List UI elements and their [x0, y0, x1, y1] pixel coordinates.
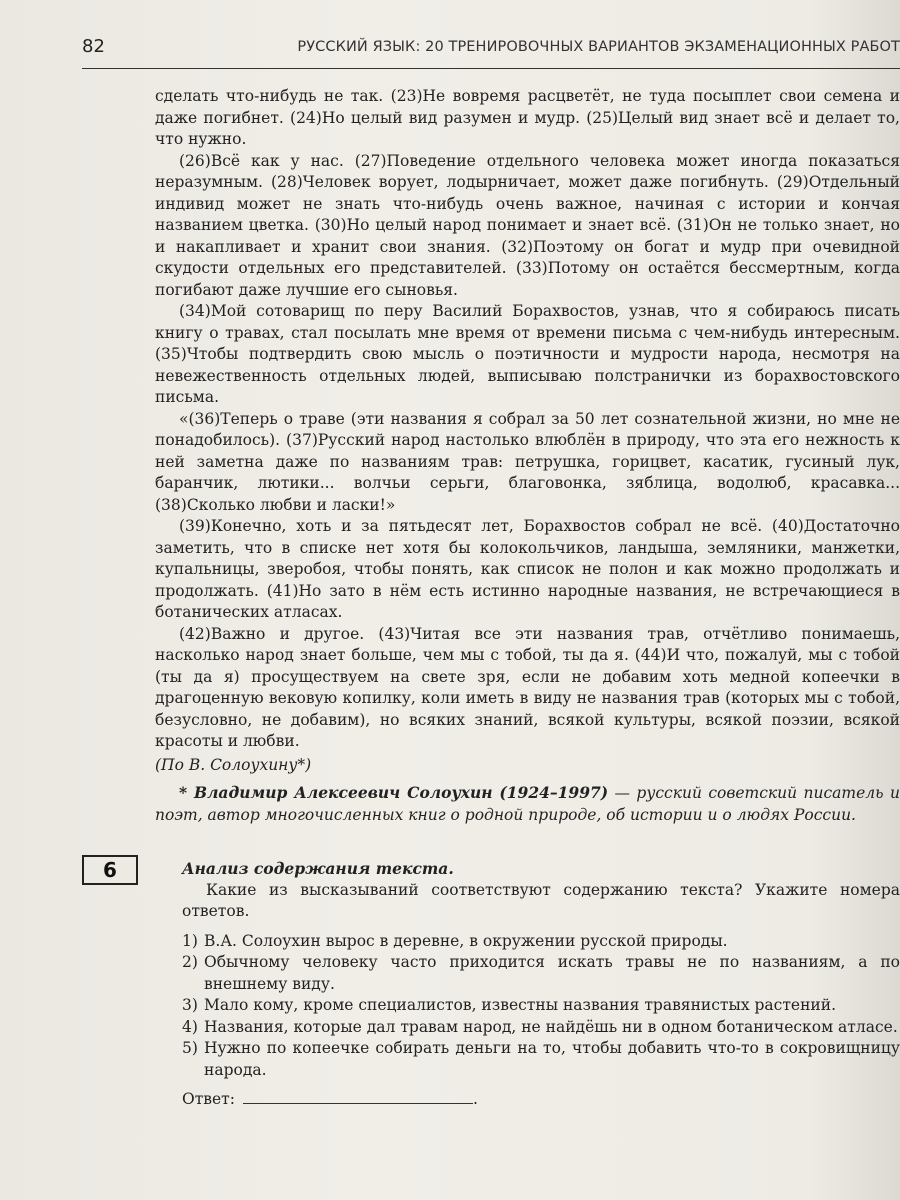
text-attribution: (По В. Солоухину*) [155, 755, 312, 774]
option-text: Нужно по копеечке собирать деньги на то, чтобы добавить что-то в сокровищницу народа. [204, 1039, 900, 1079]
answer-option [182, 1038, 900, 1081]
option-number: 5) [182, 1039, 198, 1057]
option-text: Названия, которые дал травам народ, не найдёшь ни в одном ботаническом атласе. [204, 1017, 898, 1036]
reading-text [155, 86, 900, 826]
text-paragraph: (39)Конечно, хоть и за пятьдесят лет, Борахвостов собрал не всё. (40)Достаточно заметить, что в списке нет хотя бы колокольчиков, ландыша, земляники, манжетки, купальницы, зверобоя, чтобы понять, как список не полон и как можно продолжать и продолжать. (41)Но зато в нём есть истинно народные названия, не встречающиеся в ботанических атласах. [155, 517, 900, 621]
answer-row [182, 1089, 900, 1111]
text-paragraph: «(36)Теперь о траве (эти названия я собрал за 50 лет сознательной жизни, но мне не понадобилось). (37)Русский народ настолько влюблён в природу, что эта его нежность к ней заметна даже по названиям трав: петрушка, горицвет, касатик, гусиный лук, баранчик, лютики... волчьи серьги, благовонка, зяблица, водолюб, красавка... (38)Сколько любви и ласки!» [155, 409, 900, 514]
answer-end: . [472, 1090, 478, 1108]
running-title: РУССКИЙ ЯЗЫК: 20 ТРЕНИРОВОЧНЫХ ВАРИАНТОВ ЭКЗАМЕНАЦИОННЫХ РАБОТ [297, 39, 900, 55]
answer-option [182, 931, 900, 953]
answer-option [182, 952, 900, 995]
option-number: 1) [182, 931, 198, 950]
task-question: Какие из высказываний соответствуют содержанию текста? Укажите номера ответов. [182, 880, 900, 920]
answer-options [182, 931, 900, 1082]
text-paragraph: (42)Важно и другое. (43)Читая все эти названия трав, отчётливо понимаешь, насколько народ знает больше, чем мы с тобой, ты да я. (44)И что, пожалуй, мы с тобой (ты да я) просуществуем на свете зря, если не добавим хоть медной копеечки в драгоценную вековую копилку, коли иметь в виду не названия трав (которых мы с тобой, безусловно, не добавим), но всяких знаний, всякой культуры, всякой поэзии, всякой красоты и любви. [155, 624, 900, 750]
footnote [155, 782, 900, 826]
text-paragraph: сделать что-нибудь не так. (23)Не вовремя расцветёт, не туда посыплет свои семена и даже погибнет. (24)Но целый вид разумен и мудр. (25)Целый вид знает всё и делает то, что нужно. [155, 87, 900, 148]
task-number-box: 6 [82, 855, 138, 885]
answer-label: Ответ: [182, 1090, 235, 1108]
option-number: 2) [182, 953, 198, 971]
option-text: В.А. Солоухин вырос в деревне, в окружении русской природы. [204, 931, 728, 950]
footnote-description: — русский советский писатель и поэт, автор многочисленных книг о родной природе, об истории и о людях России. [155, 784, 900, 824]
page-number: 82 [82, 36, 105, 57]
option-text: Мало кому, кроме специалистов, известны названия травянистых растений. [204, 996, 837, 1014]
task-block [182, 858, 900, 1111]
answer-option [182, 1017, 900, 1039]
page-header [82, 34, 900, 69]
option-number: 3) [182, 996, 198, 1014]
option-text: Обычному человеку часто приходится искать травы не по названиям, а по внешнему виду. [204, 953, 900, 993]
text-paragraph: (26)Всё как у нас. (27)Поведение отдельного человека может иногда показаться неразумным. (28)Человек ворует, лодырничает, может даже погибнуть. (29)Отдельный индивид может не знать что-нибудь очень важное, начиная с истории и кончая названием цветка. (30)Но целый народ понимает и знает всё. (31)Он не только знает, но и накапливает и хранит свои знания. (32)Поэтому он богат и мудр при очевидной скудости отдельных его представителей. (33)Потому он остаётся бессмертным, когда погибают даже лучшие его сыновья. [155, 151, 900, 299]
answer-option [182, 995, 900, 1017]
option-number: 4) [182, 1017, 198, 1036]
footnote-author: * Владимир Алексеевич Солоухин (1924–1997) [179, 783, 609, 802]
task-title: Анализ содержания текста. [182, 859, 454, 878]
text-paragraph: (34)Мой сотоварищ по перу Василий Борахвостов, узнав, что я собираюсь писать книгу о травах, стал посылать мне время от времени письма с чем-нибудь интересным. (35)Чтобы подтвердить свою мысль о поэтичности и мудрости народа, несмотря на невежественность отдельных людей, выписываю полстранички из борахвостовского письма. [155, 302, 900, 406]
answer-field[interactable] [243, 1089, 473, 1104]
